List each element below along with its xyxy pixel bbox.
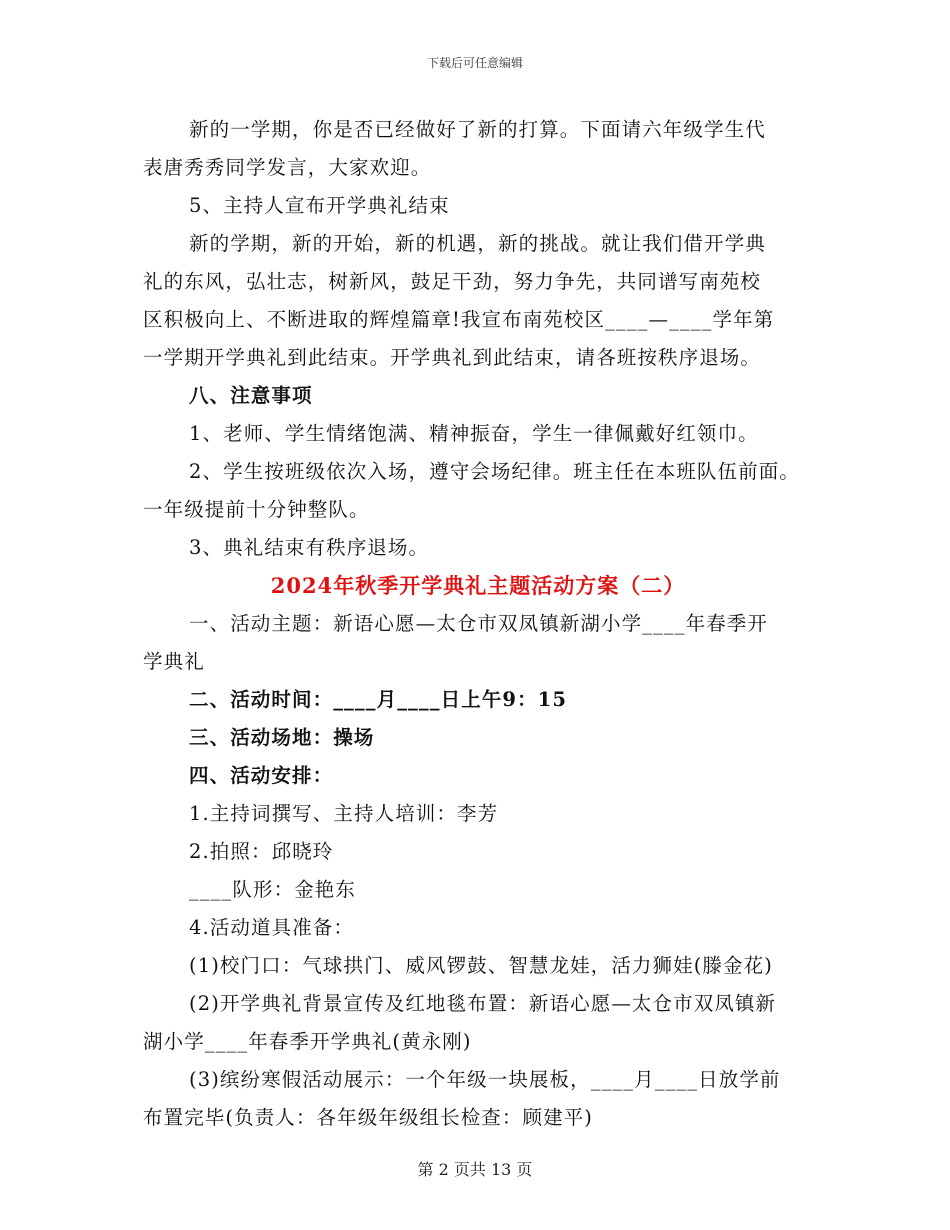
paragraph-line: 2.拍照：邱晓玲 xyxy=(189,840,334,863)
paragraph-line: 布置完毕(负责人：各年级年级组长检查：顾建平) xyxy=(143,1106,594,1129)
paragraph-line: (3)缤纷寒假活动展示：一个年级一块展板，____月____日放学前 xyxy=(189,1068,781,1091)
paragraph-line: (1)校门口：气球拱门、威风锣鼓、智慧龙娃，活力狮娃(滕金花) xyxy=(189,954,773,977)
paragraph-line: 一年级提前十分钟整队。 xyxy=(143,498,370,521)
page-header: 下载后可任意编辑 xyxy=(426,56,523,70)
paragraph-line: 一、活动主题：新语心愿—太仓市双凤镇新湖小学____年春季开 xyxy=(189,612,769,635)
paragraph-line: 新的学期，新的开始，新的机遇，新的挑战。就让我们借开学典 xyxy=(189,232,766,255)
paragraph-line: 1.主持词撰写、主持人培训：李芳 xyxy=(189,802,499,825)
paragraph-line: 3、典礼结束有秩序退场。 xyxy=(189,536,430,559)
paragraph-line: 礼的东风，弘壮志，树新风，鼓足干劲，努力争先，共同谱写南苑校 xyxy=(143,270,762,293)
document-title: 2024年秋季开学典礼主题活动方案（二） xyxy=(270,573,686,598)
paragraph-line: 2、学生按班级依次入场，遵守会场纪律。班主任在本班队伍前面。 xyxy=(189,460,800,483)
paragraph-line: (2)开学典礼背景宣传及红地毯布置：新语心愿—太仓市双凤镇新 xyxy=(189,992,777,1015)
paragraph-line: 新的一学期，你是否已经做好了新的打算。下面请六年级学生代 xyxy=(189,118,766,141)
paragraph-line: 学典礼 xyxy=(143,650,205,673)
section-heading: 四、活动安排： xyxy=(189,764,334,787)
paragraph-line: 4.活动道具准备： xyxy=(189,916,355,939)
paragraph-line: 区积极向上、不断进取的辉煌篇章!我宣布南苑校区____—____学年第 xyxy=(143,308,775,331)
paragraph-line: 1、老师、学生情绪饱满、精神振奋，学生一律佩戴好红领巾。 xyxy=(189,422,759,445)
paragraph-line: 5、主持人宣布开学典礼结束 xyxy=(189,194,450,217)
paragraph-line: 湖小学____年春季开学典礼(黄永刚) xyxy=(143,1030,472,1053)
section-heading: 二、活动时间：____月____日上午9：15 xyxy=(189,688,568,711)
document-body xyxy=(143,111,813,1137)
paragraph-line: 表唐秀秀同学发言，大家欢迎。 xyxy=(143,156,432,179)
section-heading: 三、活动场地：操场 xyxy=(189,726,375,749)
page-footer: 第 2 页共 13 页 xyxy=(417,1160,533,1179)
section-heading: 八、注意事项 xyxy=(189,384,313,407)
paragraph-line: ____队形：金艳东 xyxy=(189,878,356,901)
paragraph-line: 一学期开学典礼到此结束。开学典礼到此结束，请各班按秩序退场。 xyxy=(143,346,762,369)
